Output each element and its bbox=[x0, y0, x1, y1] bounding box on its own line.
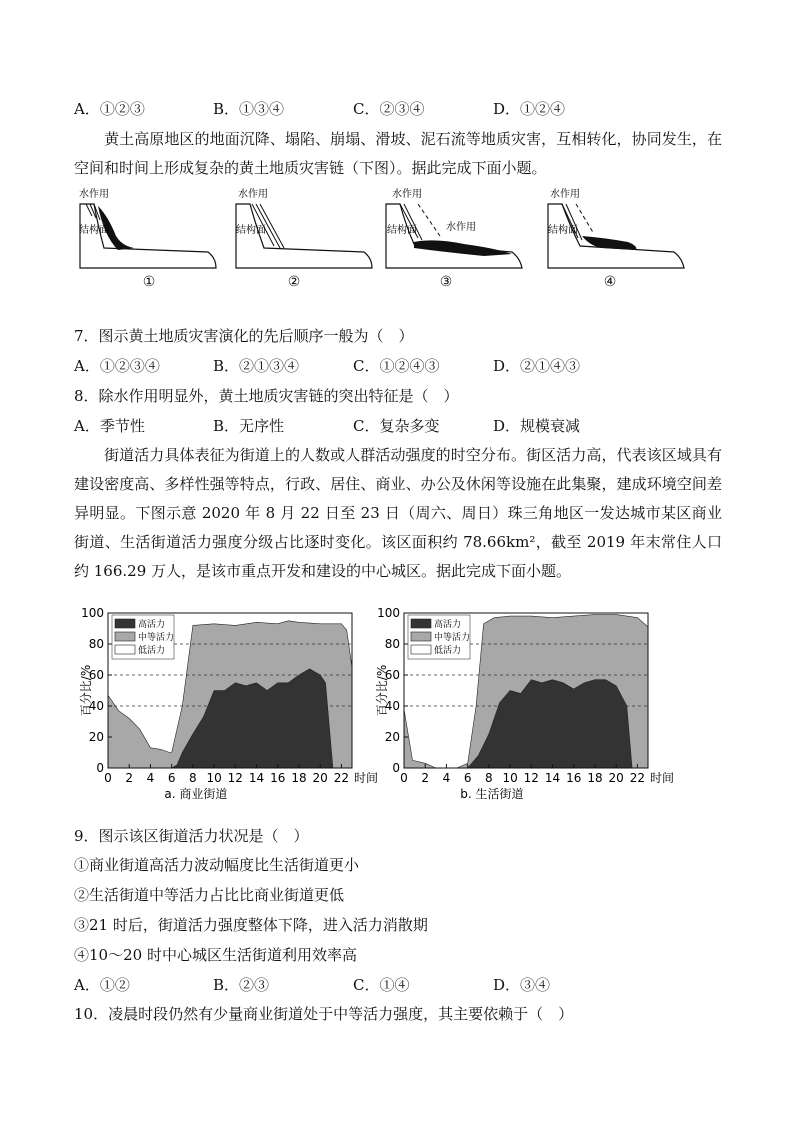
loess-figure-1-struct-label: 结构面 bbox=[79, 225, 109, 236]
loess-figure-4-water-label: 水作用 bbox=[550, 189, 580, 200]
y-tick-label: 80 bbox=[88, 637, 104, 651]
loess-figure-4 bbox=[546, 186, 688, 276]
q9-option-d: D．③④ bbox=[493, 976, 551, 994]
chart-residential-street bbox=[374, 603, 696, 808]
q10-stem: 10．凌晨时段仍然有少量商业街道处于中等活力强度，其主要依赖于（ ） bbox=[74, 1005, 574, 1023]
y-tick-label: 0 bbox=[96, 761, 104, 775]
loess-figure-3-caption: ③ bbox=[439, 274, 453, 290]
chart-title: b. 生活街道 bbox=[460, 787, 524, 801]
y-tick-label: 80 bbox=[384, 637, 400, 651]
y-tick-label: 100 bbox=[377, 606, 400, 620]
q8-option-c: C．复杂多变 bbox=[353, 417, 440, 435]
x-tick-label: 20 bbox=[312, 771, 328, 785]
intro-street-text: 街道活力具体表征为街道上的人数或人群活动强度的时空分布。街区活力高，代表该区域具有建设密度高、多样性强等特点，行政、居住、商业、办公及休闲等设施在此集聚，建成环境空间差异明显。下图示意 2020 年 8 月 22 日至 23 日（周六、周日）珠三角地区一发达城市某区商业街道、生活街道活力强度分级占比逐时变化。该区面积约 78.66km²，截至 2019 年末常住人口约 166.29 万人，是该市重点开发和建设的中心城区。据此完成下面小题。 bbox=[74, 446, 722, 580]
x-axis-label: 时间 bbox=[354, 771, 379, 785]
q9-option-c: C．①④ bbox=[353, 976, 410, 994]
q9-item-2: ②生活街道中等活力占比比商业街道更低 bbox=[74, 886, 345, 904]
legend-label: 高活力 bbox=[138, 620, 166, 630]
y-axis-label: 百分比/% bbox=[79, 664, 93, 717]
loess-figure-3-water-label: 水作用 bbox=[392, 189, 422, 200]
loess-figure-2-struct-label: 结构面 bbox=[236, 225, 266, 236]
q9-item-1: ①商业街道高活力波动幅度比生活街道更小 bbox=[74, 856, 360, 874]
x-tick-label: 10 bbox=[502, 771, 518, 785]
q9-option-b: B．②③ bbox=[213, 976, 270, 994]
q8-option-a: A．季节性 bbox=[74, 417, 145, 435]
intro-street-paragraph bbox=[74, 441, 722, 586]
loess-figure-1-caption: ① bbox=[142, 274, 156, 290]
y-tick-label: 60 bbox=[88, 668, 104, 682]
q7-stem: 7．图示黄土地质灾害演化的先后顺序一般为（ ） bbox=[74, 327, 414, 345]
q8-option-b: B．无序性 bbox=[213, 417, 285, 435]
q8-option-d: D．规模衰减 bbox=[493, 417, 581, 435]
x-tick-label: 2 bbox=[125, 771, 134, 785]
q9-option-a: A．①② bbox=[74, 976, 130, 994]
chart-commercial-street bbox=[78, 603, 400, 808]
q9-item-4: ④10～20 时中心城区生活街道利用效率高 bbox=[74, 946, 357, 964]
y-tick-label: 40 bbox=[384, 699, 400, 713]
legend-swatch bbox=[411, 619, 431, 628]
q9-item-3: ③21 时后，街道活力强度整体下降，进入活力消散期 bbox=[74, 916, 428, 934]
x-tick-label: 8 bbox=[189, 771, 197, 785]
legend-label: 中等活力 bbox=[434, 633, 471, 643]
legend-label: 低活力 bbox=[138, 646, 166, 656]
loess-figure-2-caption: ② bbox=[287, 274, 301, 290]
x-tick-label: 14 bbox=[248, 771, 265, 785]
q8-stem: 8．除水作用明显外，黄土地质灾害链的突出特征是（ ） bbox=[74, 387, 459, 405]
loess-figure-1-water-label: 水作用 bbox=[79, 189, 109, 200]
loess-figure-4-struct-label: 结构面 bbox=[548, 225, 578, 236]
legend-swatch bbox=[115, 619, 135, 628]
q9-stem: 9．图示该区街道活力状况是（ ） bbox=[74, 827, 309, 845]
y-tick-label: 20 bbox=[88, 730, 104, 744]
x-tick-label: 6 bbox=[167, 771, 176, 785]
x-tick-label: 4 bbox=[442, 771, 451, 785]
intro-loess-text: 黄土高原地区的地面沉降、塌陷、崩塌、滑坡、泥石流等地质灾害，互相转化，协同发生，在空间和时间上形成复杂的黄土地质灾害链（下图）。据此完成下面小题。 bbox=[74, 130, 722, 177]
q6-option-c: C．②③④ bbox=[353, 100, 425, 118]
loess-figure-2 bbox=[234, 186, 376, 276]
x-tick-label: 18 bbox=[587, 771, 603, 785]
q7-option-b: B．②①③④ bbox=[213, 357, 300, 375]
loess-figure-4-caption: ④ bbox=[603, 274, 617, 290]
x-tick-label: 16 bbox=[270, 771, 286, 785]
x-tick-label: 2 bbox=[421, 771, 430, 785]
y-tick-label: 100 bbox=[81, 606, 104, 620]
loess-figure-3-water-label-2: 水作用 bbox=[446, 222, 476, 233]
q7-option-d: D．②①④③ bbox=[493, 357, 581, 375]
q7-option-c: C．①②④③ bbox=[353, 357, 440, 375]
loess-figure-3 bbox=[384, 186, 526, 276]
y-tick-label: 60 bbox=[384, 668, 400, 682]
x-tick-label: 22 bbox=[333, 771, 350, 785]
q7-option-a: A．①②③④ bbox=[74, 357, 160, 375]
legend-swatch bbox=[411, 632, 431, 641]
x-axis-label: 时间 bbox=[650, 771, 675, 785]
x-tick-label: 14 bbox=[544, 771, 561, 785]
loess-figure-2-water-label: 水作用 bbox=[238, 189, 268, 200]
x-tick-label: 20 bbox=[608, 771, 624, 785]
x-tick-label: 12 bbox=[523, 771, 539, 785]
x-tick-label: 18 bbox=[291, 771, 307, 785]
x-tick-label: 10 bbox=[206, 771, 222, 785]
x-tick-label: 4 bbox=[146, 771, 155, 785]
y-tick-label: 20 bbox=[384, 730, 400, 744]
q6-option-d: D．①②④ bbox=[493, 100, 566, 118]
x-tick-label: 16 bbox=[566, 771, 582, 785]
loess-figure-1 bbox=[78, 186, 220, 276]
x-tick-label: 0 bbox=[400, 771, 408, 785]
y-tick-label: 40 bbox=[88, 699, 104, 713]
chart-title: a. 商业街道 bbox=[164, 787, 228, 801]
q6-option-b: B．①③④ bbox=[213, 100, 285, 118]
q6-option-a: A．①②③ bbox=[74, 100, 145, 118]
legend-swatch bbox=[411, 645, 431, 654]
y-tick-label: 0 bbox=[392, 761, 400, 775]
loess-figure-3-struct-label: 结构面 bbox=[387, 225, 417, 236]
legend-swatch bbox=[115, 632, 135, 641]
legend-label: 中等活力 bbox=[138, 633, 175, 643]
x-tick-label: 0 bbox=[104, 771, 112, 785]
legend-swatch bbox=[115, 645, 135, 654]
x-tick-label: 22 bbox=[629, 771, 646, 785]
x-tick-label: 12 bbox=[227, 771, 243, 785]
legend-label: 低活力 bbox=[434, 646, 462, 656]
x-tick-label: 8 bbox=[485, 771, 493, 785]
intro-loess-paragraph bbox=[74, 125, 722, 183]
x-tick-label: 6 bbox=[463, 771, 472, 785]
y-axis-label: 百分比/% bbox=[375, 664, 389, 717]
legend-label: 高活力 bbox=[434, 620, 462, 630]
